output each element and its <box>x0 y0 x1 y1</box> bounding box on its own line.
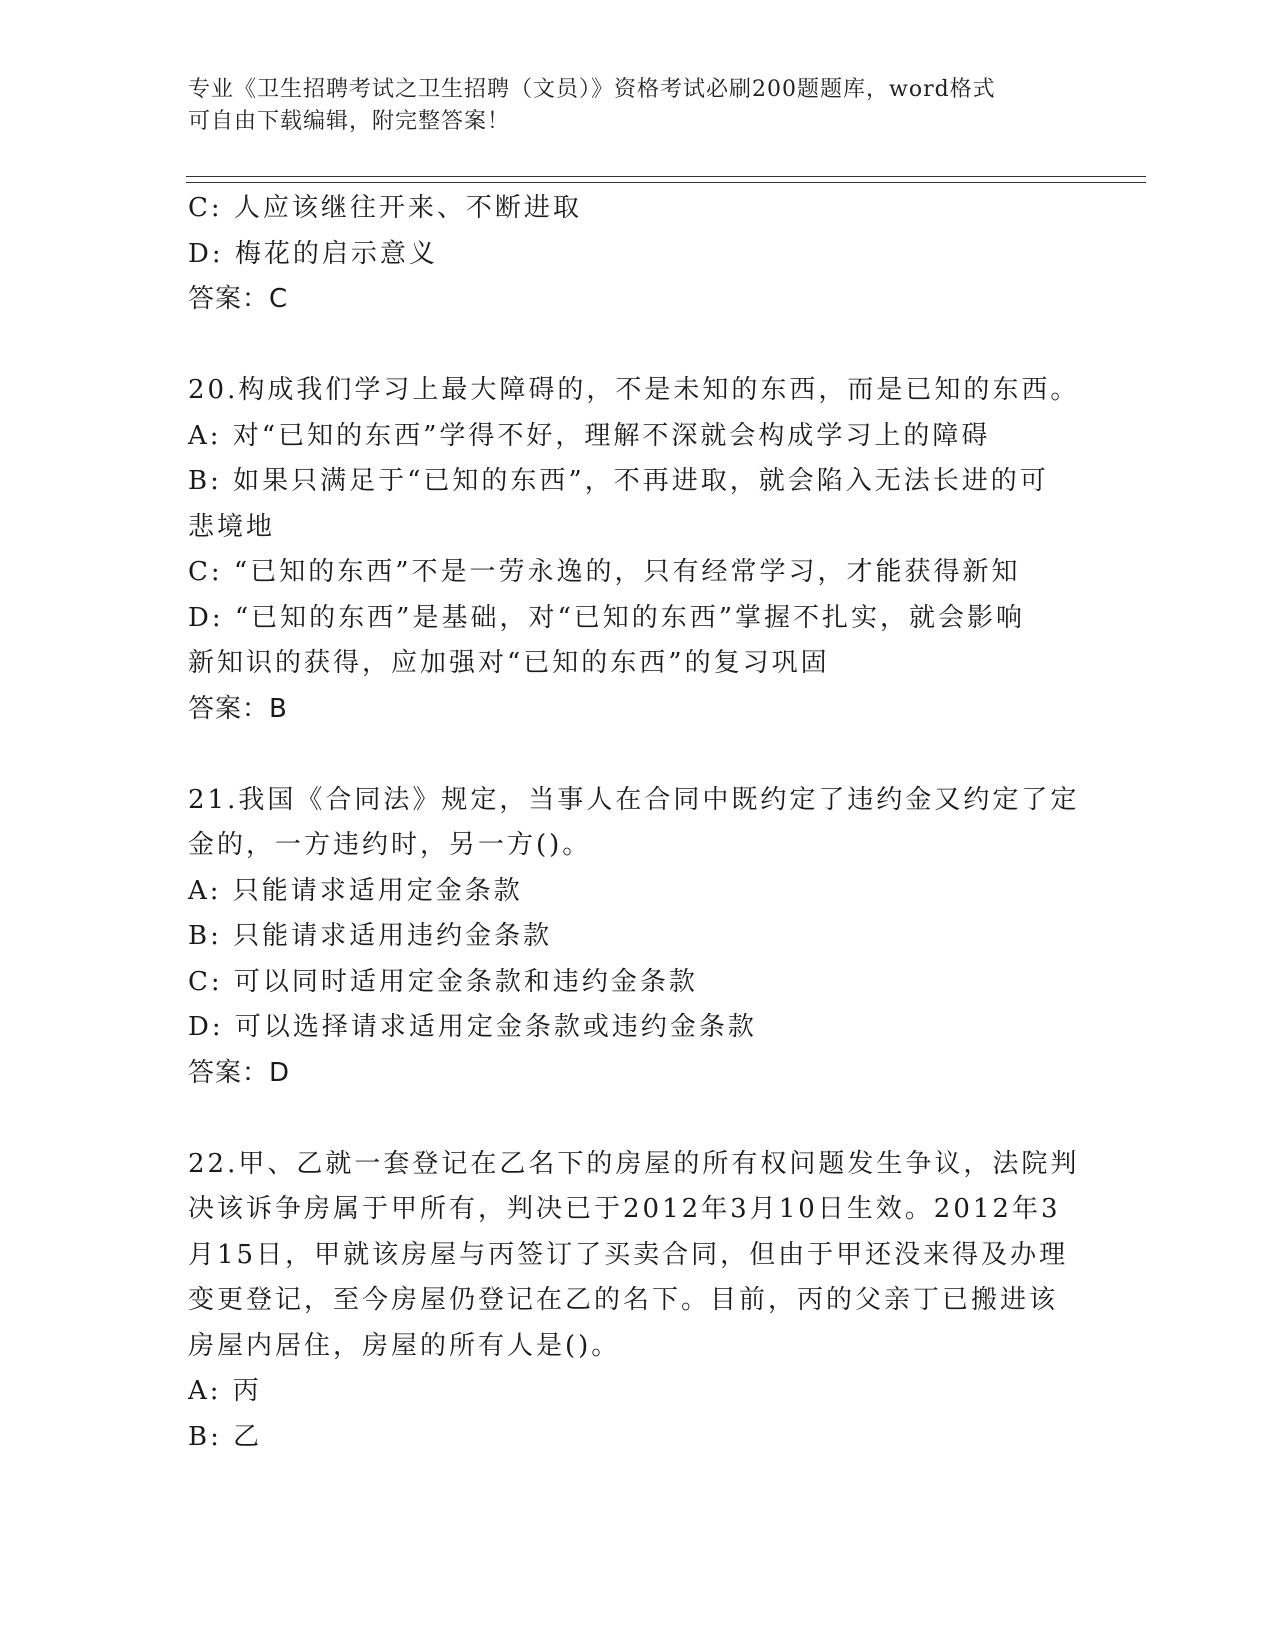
option-d: D: 梅花的启示意义 <box>188 238 438 269</box>
question-stem-continued: 金的，一方违约时，另一方()。 <box>188 830 592 860</box>
option-b-continued: 悲境地 <box>188 511 276 542</box>
spacer <box>188 323 1068 369</box>
document-header <box>188 74 1088 138</box>
answer-line: 答案：C <box>188 284 289 314</box>
option-c: C: 可以同时适用定金条款和违约金条款 <box>188 966 698 997</box>
option-a: A: 只能请求适用定金条款 <box>188 875 523 906</box>
question-stem-continued: 变更登记，至今房屋仍登记在乙的名下。目前，丙的父亲丁已搬进该 <box>188 1285 1059 1315</box>
option-b: B: 如果只满足于“已知的东西”，不再进取，就会陷入无法长进的可 <box>188 466 1049 496</box>
question-21 <box>188 778 1080 1097</box>
option-d: D: 可以选择请求适用定金条款或违约金条款 <box>188 1012 757 1042</box>
answer-line: 答案：D <box>188 1057 291 1088</box>
answer-line: 答案：B <box>188 693 288 724</box>
header-line-2: 可自由下载编辑，附完整答案！ <box>188 109 511 134</box>
option-c: C: “已知的东西”不是一劳永逸的，只有经常学习，才能获得新知 <box>188 557 1021 587</box>
option-a: A: 丙 <box>188 1376 262 1406</box>
question-22 <box>188 1142 1080 1461</box>
question-stem: 20.构成我们学习上最大障碍的，不是未知的东西，而是已知的东西。 <box>188 375 1080 405</box>
spacer <box>188 732 1068 778</box>
question-19-tail <box>188 186 1068 323</box>
question-stem-continued: 决该诉争房属于甲所有，判决已于2012年3月10日生效。2012年3 <box>188 1194 1061 1224</box>
question-stem-continued: 房屋内居住，房屋的所有人是()。 <box>188 1330 621 1361</box>
option-b: B: 乙 <box>188 1421 263 1452</box>
question-content <box>188 186 1080 1460</box>
header-line-1: 专业《卫生招聘考试之卫生招聘（文员）》资格考试必刷200题题库，word格式 <box>188 77 996 102</box>
option-a: A: 对“已知的东西”学得不好，理解不深就会构成学习上的障碍 <box>188 420 991 451</box>
header-divider-top <box>186 176 1146 177</box>
option-c: C: 人应该继往开来、不断进取 <box>188 193 582 223</box>
question-stem: 21.我国《合同法》规定，当事人在合同中既约定了违约金又约定了定 <box>188 784 1080 815</box>
question-stem: 22.甲、乙就一套登记在乙名下的房屋的所有权问题发生争议，法院判 <box>188 1148 1080 1179</box>
question-stem-continued: 月15日，甲就该房屋与丙签订了买卖合同，但由于甲还没来得及办理 <box>188 1239 1069 1270</box>
option-d-continued: 新知识的获得，应加强对“已知的东西”的复习巩固 <box>188 648 830 678</box>
header-divider-bottom <box>186 182 1146 183</box>
option-d: D: “已知的东西”是基础，对“已知的东西”掌握不扎实，就会影响 <box>188 602 1026 633</box>
spacer <box>188 1096 1068 1142</box>
question-20 <box>188 368 1080 732</box>
option-b: B: 只能请求适用违约金条款 <box>188 921 553 951</box>
